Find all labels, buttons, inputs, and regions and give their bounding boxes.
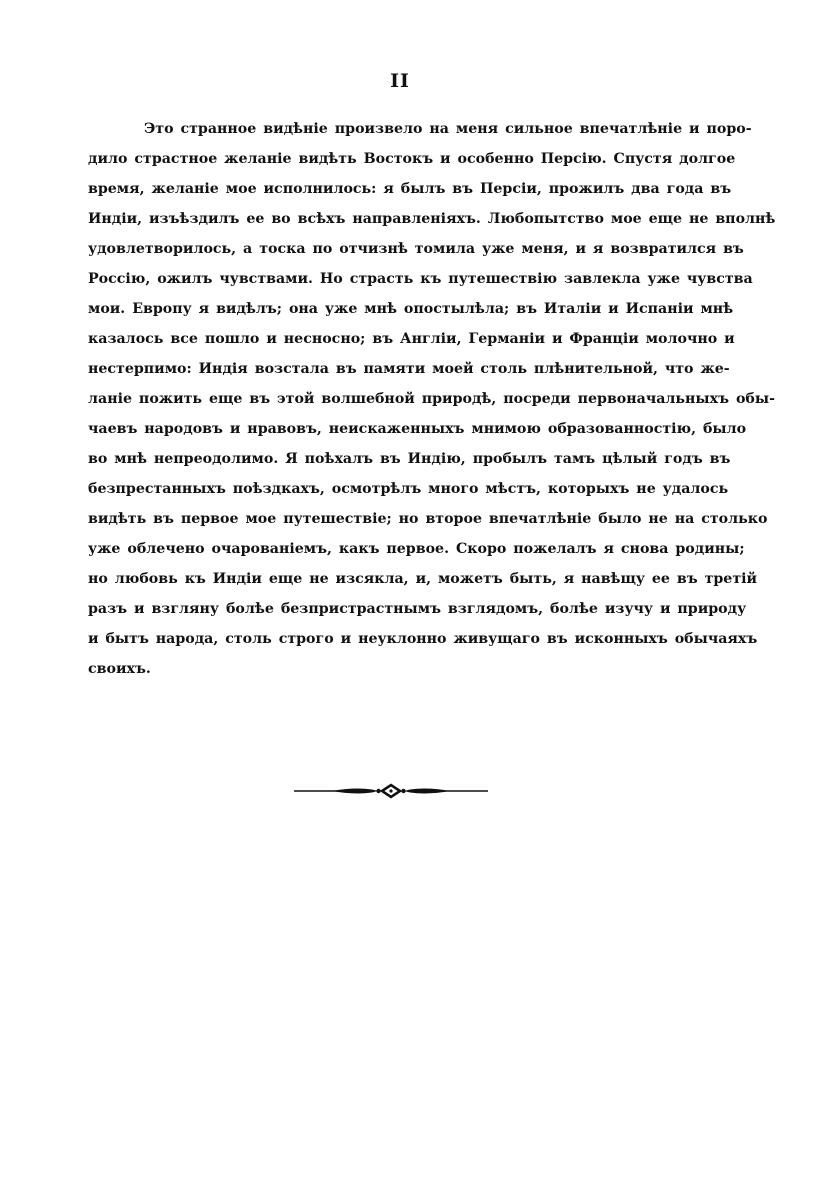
text-line: дило страстное желаніе видѣть Востокъ и особенно Персію. Спустя долгое bbox=[88, 151, 736, 167]
text-line: Это странное видѣніе произвело на меня сильное впечатлѣніе и поро- bbox=[144, 121, 752, 137]
text-line: видѣть въ первое мое путешествіе; но второе впечатлѣніе было не на столько bbox=[88, 511, 768, 527]
text-line: Индіи, изъѣздилъ ее во всѣхъ направленіяхъ. Любопытство мое еще не вполнѣ bbox=[88, 211, 776, 227]
text-line: чаевъ народовъ и нравовъ, неискаженныхъ мнимою образованностію, было bbox=[88, 421, 747, 437]
text-line: безпрестанныхъ поѣздкахъ, осмотрѣлъ много мѣстъ, которыхъ не удалось bbox=[88, 481, 729, 497]
body-paragraph bbox=[88, 114, 776, 684]
decorative-rule-icon bbox=[292, 781, 490, 801]
text-line: уже облечено очарованіемъ, какъ первое. Скоро пожелалъ я снова родины; bbox=[88, 541, 745, 557]
text-line: удовлетворилось, а тоска по отчизнѣ томила уже меня, и я возвратился въ bbox=[88, 241, 744, 257]
text-line: мои. Европу я видѣлъ; она уже мнѣ опостылѣла; въ Италіи и Испаніи мнѣ bbox=[88, 301, 734, 317]
text-line: время, желаніе мое исполнилось: я былъ въ Персіи, прожилъ два года въ bbox=[88, 181, 732, 197]
page-number: II bbox=[390, 70, 410, 92]
text-line: казалось все пошло и несносно; въ Англіи, Германіи и Франціи молочно и bbox=[88, 331, 735, 347]
text-line: нестерпимо: Индія возстала въ памяти моей столь плѣнительной, что же- bbox=[88, 361, 730, 377]
text-line: разъ и взгляну болѣе безпристрастнымъ взглядомъ, болѣе изучу и природу bbox=[88, 601, 747, 617]
text-line: Россію, ожилъ чувствами. Но страсть къ путешествію завлекла уже чувства bbox=[88, 271, 753, 287]
text-line: во мнѣ непреодолимо. Я поѣхалъ въ Индію, пробылъ тамъ цѣлый годъ въ bbox=[88, 451, 731, 467]
text-line: ланіе пожить еще въ этой волшебной природѣ, посреди первоначальныхъ обы- bbox=[88, 391, 775, 407]
text-line: своихъ. bbox=[88, 661, 151, 677]
text-line: и бытъ народа, столь строго и неуклонно живущаго въ исконныхъ обычаяхъ bbox=[88, 631, 758, 647]
text-line: но любовь къ Индіи еще не изсякла, и, можетъ быть, я навѣщу ее въ третій bbox=[88, 571, 758, 587]
